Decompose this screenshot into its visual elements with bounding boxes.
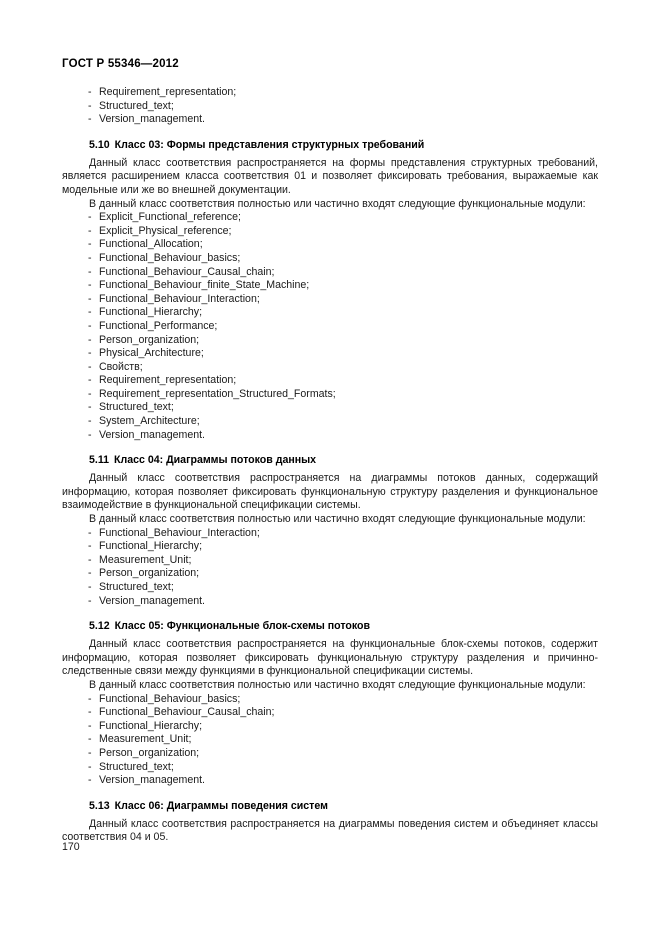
list-dash: - [88, 251, 92, 264]
list-item-label: Functional_Hierarchy; [99, 306, 203, 319]
section-heading [62, 138, 598, 152]
section-paragraph: В данный класс соответствия полностью или частично входят следующие функциональные модули: [89, 678, 586, 691]
list-item-label: Functional_Behaviour_Causal_chain; [99, 706, 275, 719]
list-item-label: Structured_text; [99, 581, 174, 593]
list-dash: - [88, 581, 92, 593]
list-dash: - [88, 540, 92, 553]
list-dash: - [88, 333, 92, 346]
list-dash: - [88, 238, 92, 251]
section-number: 5.12 [89, 620, 110, 633]
list-item [62, 306, 598, 320]
section-number: 5.10 [89, 138, 110, 151]
list-dash: - [88, 224, 92, 237]
list-dash: - [88, 567, 92, 580]
list-dash: - [88, 113, 92, 126]
section-spacer [62, 127, 598, 138]
page-header: ГОСТ Р 55346—2012 [62, 58, 179, 70]
list-dash: - [88, 86, 92, 98]
list-item-label: System_Architecture; [99, 415, 200, 428]
list-item-label: Functional_Behaviour_Interaction; [99, 526, 260, 539]
list-dash: - [88, 415, 92, 428]
list-item-label: Structured_text; [99, 99, 174, 112]
list-item-label: Version_management. [99, 774, 206, 787]
list-item [62, 334, 598, 348]
list-item-label: Version_management. [99, 113, 206, 126]
list-dash: - [88, 265, 92, 278]
sections-container [62, 127, 598, 845]
list-item [62, 747, 598, 761]
list-item [62, 554, 598, 568]
list-dash: - [88, 99, 92, 112]
section-title: Класс 03: Формы представления структурных требований [114, 138, 425, 151]
section-number: 5.13 [89, 799, 110, 812]
list-item [62, 581, 598, 595]
list-item-label: Structured_text; [99, 760, 174, 773]
list-item [62, 540, 598, 554]
list-item-label: Functional_Behaviour_finite_State_Machine; [99, 279, 310, 292]
list-item-label: Physical_Architecture; [99, 347, 204, 360]
list-dash: - [88, 401, 92, 414]
section-paragraph: В данный класс соответствия полностью или частично входят следующие функциональные модули: [89, 197, 586, 210]
list-dash: - [88, 760, 92, 773]
list-item-label: Requirement_representation; [99, 374, 237, 387]
section-heading [62, 799, 598, 813]
list-item [62, 361, 598, 375]
list-item [62, 415, 598, 429]
list-item [62, 266, 598, 280]
section-paragraph: Данный класс соответствия распространяется на функциональные блок-схемы потоков, содержит информацию, которая позволяет фиксировать функциональную структуру разделения и причинно-следственные связи между функциями в функциональной спецификации системы. [62, 638, 598, 678]
list-item [62, 761, 598, 775]
list-item [62, 567, 598, 581]
list-item [62, 225, 598, 239]
list-item [62, 720, 598, 734]
list-item-label: Functional_Performance; [99, 319, 218, 332]
list-dash: - [88, 292, 92, 305]
section-title: Класс 06: Диаграммы поведения систем [114, 799, 328, 812]
list-dash: - [88, 347, 92, 360]
section-5.13 [62, 788, 598, 845]
list-item-label: Свойств; [99, 360, 143, 373]
section-title: Класс 05: Функциональные блок-схемы потоков [114, 620, 371, 633]
list-dash: - [88, 279, 92, 292]
list-dash: - [88, 526, 92, 539]
list-item [62, 733, 598, 747]
list-item [62, 293, 598, 307]
list-item-label: Functional_Behaviour_Causal_chain; [99, 265, 275, 278]
module-list [62, 211, 598, 442]
list-item [62, 693, 598, 707]
list-item-label: Version_management. [99, 594, 206, 607]
list-item-label: Measurement_Unit; [99, 553, 192, 566]
list-item [62, 774, 598, 788]
list-item-label: Version_management. [99, 428, 206, 441]
list-dash: - [88, 594, 92, 607]
page-content [62, 86, 598, 845]
list-item-label: Functional_Hierarchy; [99, 719, 203, 732]
list-item-label: Functional_Hierarchy; [99, 540, 203, 553]
list-item [62, 252, 598, 266]
list-item-label: Requirement_representation_Structured_Formats; [99, 387, 336, 400]
list-item [62, 706, 598, 720]
list-dash: - [88, 360, 92, 373]
list-dash: - [88, 553, 92, 566]
list-item-label: Person_organization; [99, 567, 200, 580]
list-dash: - [88, 387, 92, 400]
section-heading [62, 453, 598, 467]
list-dash: - [88, 746, 92, 759]
list-dash: - [88, 733, 92, 746]
list-dash: - [88, 692, 92, 705]
list-item-label: Functional_Allocation; [99, 238, 203, 251]
module-list [62, 693, 598, 788]
list-item-label: Measurement_Unit; [99, 733, 192, 746]
section-paragraph: Данный класс соответствия распространяется на диаграммы поведения систем и объединяет классы соответствия 04 и 05. [62, 817, 598, 844]
list-item [62, 86, 598, 100]
list-item-label: Requirement_representation; [99, 86, 237, 98]
list-item [62, 595, 598, 609]
list-item [62, 211, 598, 225]
section-paragraph: В данный класс соответствия полностью или частично входят следующие функциональные модули: [89, 513, 586, 526]
module-list [62, 527, 598, 609]
list-item [62, 374, 598, 388]
list-item-label: Structured_text; [99, 401, 174, 414]
section-5.10 [62, 127, 598, 442]
section-title: Класс 04: Диаграммы потоков данных [114, 454, 317, 467]
section-spacer [62, 788, 598, 799]
list-dash: - [88, 706, 92, 719]
section-5.12 [62, 608, 598, 788]
list-item-label: Functional_Behaviour_basics; [99, 692, 241, 705]
section-paragraph: Данный класс соответствия распространяется на диаграммы потоков данных, содержащий информацию, которая позволяет фиксировать функциональную структуру разделения и функциональное взаимодействие в функциональной спецификации системы. [62, 472, 598, 512]
section-spacer [62, 442, 598, 453]
section-heading [62, 619, 598, 633]
list-item [62, 401, 598, 415]
list-item-label: Explicit_Physical_reference; [99, 224, 232, 237]
section-5.11 [62, 442, 598, 608]
section-paragraph: Данный класс соответствия распространяется на формы представления структурных требований, является расширением класса соответствия 01 и позволяет фиксировать требования, выражаемые как модельные или же во внешней документации. [62, 156, 598, 196]
list-dash: - [88, 719, 92, 732]
list-item-label: Person_organization; [99, 333, 200, 346]
list-item [62, 320, 598, 334]
list-item [62, 388, 598, 402]
list-dash: - [88, 306, 92, 319]
list-item [62, 100, 598, 114]
list-dash: - [88, 774, 92, 787]
list-item-label: Person_organization; [99, 746, 200, 759]
list-item [62, 113, 598, 127]
list-item [62, 429, 598, 443]
list-dash: - [88, 374, 92, 387]
list-item [62, 347, 598, 361]
section-number: 5.11 [89, 454, 110, 467]
section-spacer [62, 608, 598, 619]
list-dash: - [88, 319, 92, 332]
list-item-label: Functional_Behaviour_basics; [99, 251, 241, 264]
list-item [62, 238, 598, 252]
page-number: 170 [62, 841, 80, 853]
list-dash: - [88, 428, 92, 441]
list-item-label: Functional_Behaviour_Interaction; [99, 292, 260, 305]
list-dash: - [88, 211, 92, 224]
top-module-list [62, 86, 598, 127]
list-item [62, 279, 598, 293]
list-item [62, 527, 598, 541]
list-item-label: Explicit_Functional_reference; [99, 211, 241, 224]
